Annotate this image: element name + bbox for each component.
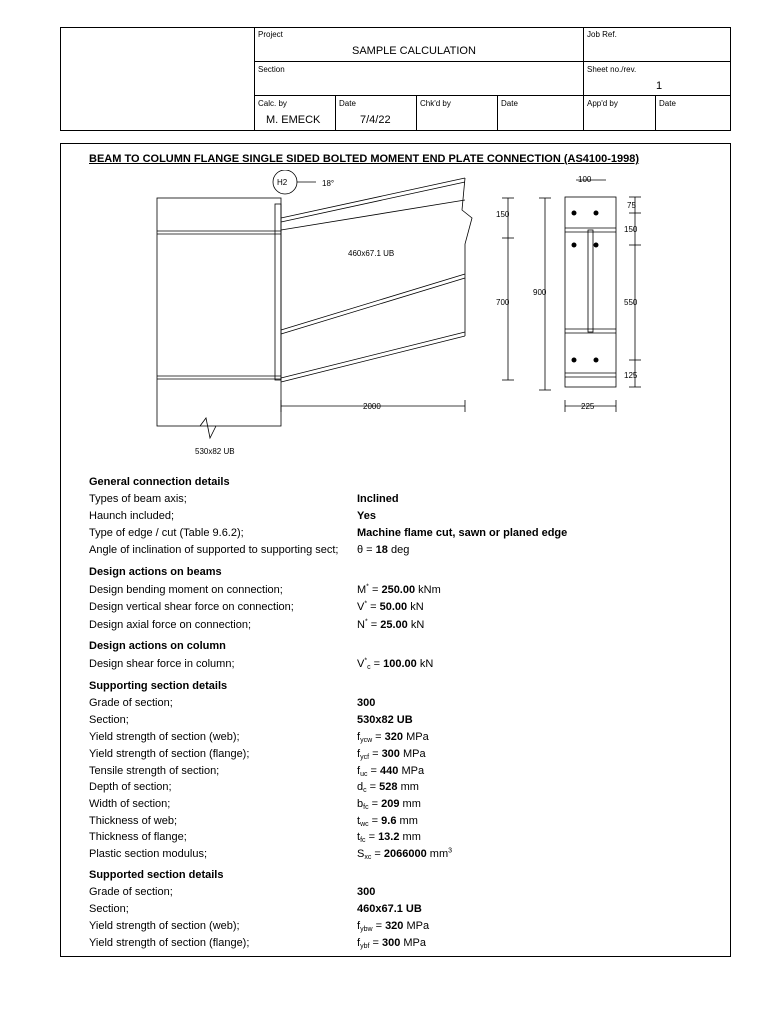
sup-fyw-label: Yield strength of section (web); xyxy=(89,731,240,743)
col-shear-value: $V^*_c = 100.00$ kN xyxy=(357,657,434,671)
project-label: Project xyxy=(258,30,283,39)
sup-tf-label: Thickness of flange; xyxy=(89,831,187,843)
appd-label: App'd by xyxy=(587,99,618,108)
spd-section-label: Section; xyxy=(89,903,129,915)
sup-grade-value: 300 xyxy=(357,697,376,709)
section-label: Section xyxy=(258,65,285,74)
calcby-value: M. EMECK xyxy=(266,114,321,126)
general-heading: General connection details xyxy=(89,476,230,488)
spd-fyf-value: $f_{ybf} = 300$ MPa xyxy=(357,937,426,950)
sup-section-value: 530x82 UB xyxy=(357,714,413,726)
jobref-label: Job Ref. xyxy=(587,30,617,39)
sup-fyf-label: Yield strength of section (flange); xyxy=(89,748,250,760)
project-value: SAMPLE CALCULATION xyxy=(352,45,476,57)
column-actions-heading: Design actions on column xyxy=(89,640,226,652)
spd-fyw-value: $f_{ybw} = 320$ MPa xyxy=(357,920,430,933)
haunch-value: Yes xyxy=(357,510,376,522)
sup-grade-label: Grade of section; xyxy=(89,697,173,709)
angle-row-value: θ = 18 deg xyxy=(357,544,410,556)
dim-900: 900 xyxy=(533,288,547,297)
spd-grade-label: Grade of section; xyxy=(89,886,173,898)
tag-label: H2 xyxy=(277,178,288,187)
beam-section-label: 460x67.1 UB xyxy=(348,249,395,258)
chkd-label: Chk'd by xyxy=(420,99,451,108)
sheet-value: 1 xyxy=(656,80,663,92)
dim-125: 125 xyxy=(624,371,638,380)
page-title: BEAM TO COLUMN FLANGE SINGLE SIDED BOLTED MOMENT END PLATE CONNECTION (AS4100-1998) xyxy=(89,153,640,165)
sup-section-label: Section; xyxy=(89,714,129,726)
angle-row-label: Angle of inclination of supported to supporting sect; xyxy=(89,544,339,556)
dim-75: 75 xyxy=(627,201,636,210)
date-label: Date xyxy=(339,99,356,108)
haunch-label: Haunch included; xyxy=(89,510,175,522)
moment-label: Design bending moment on connection; xyxy=(89,584,283,596)
shear-value: V* = 50.00 kN xyxy=(357,600,424,613)
beam-axis-value: Inclined xyxy=(357,493,399,505)
length-dim: 2000 xyxy=(363,402,381,411)
dim-550: 550 xyxy=(624,298,638,307)
beam-actions-heading: Design actions on beams xyxy=(89,566,222,578)
spd-fyf-label: Yield strength of section (flange); xyxy=(89,937,250,949)
axial-label: Design axial force on connection; xyxy=(89,619,252,631)
sup-depth-value: $d_c = 528$ mm xyxy=(357,781,419,794)
column-section-label: 530x82 UB xyxy=(195,447,235,456)
edge-value: Machine flame cut, sawn or planed edge xyxy=(357,527,568,539)
supported-heading: Supported section details xyxy=(89,869,224,881)
dim-225: 225 xyxy=(581,402,595,411)
edge-label: Type of edge / cut (Table 9.6.2); xyxy=(89,527,244,539)
sup-width-label: Width of section; xyxy=(89,798,171,810)
supporting-heading: Supporting section details xyxy=(89,680,228,692)
spd-section-value: 460x67.1 UB xyxy=(357,903,422,915)
column-outline xyxy=(157,198,281,426)
calcby-label: Calc. by xyxy=(258,99,287,108)
connection-drawing xyxy=(60,170,660,460)
sup-fyw-value: $f_{ycw} = 320$ MPa xyxy=(357,731,429,744)
axial-value: N* = 25.00 kN xyxy=(357,618,425,631)
sup-tw-value: $t_{wc} = 9.6$ mm xyxy=(357,815,418,828)
spd-grade-value: 300 xyxy=(357,886,376,898)
sup-tw-label: Thickness of web; xyxy=(89,815,178,827)
shear-label: Design vertical shear force on connection; xyxy=(89,601,294,613)
sup-s-label: Plastic section modulus; xyxy=(89,848,207,860)
sup-width-value: $b_{fc} = 209$ mm xyxy=(357,798,421,811)
dim-150b: 150 xyxy=(624,225,638,234)
date2-label: Date xyxy=(501,99,518,108)
sup-fyf-value: $f_{ycf} = 300$ MPa xyxy=(357,748,426,761)
sup-depth-label: Depth of section; xyxy=(89,781,172,793)
dim-700: 700 xyxy=(496,298,510,307)
sup-fu-label: Tensile strength of section; xyxy=(89,765,220,777)
moment-value: M* = 250.00 kNm xyxy=(357,583,441,596)
date3-label: Date xyxy=(659,99,676,108)
spd-fyw-label: Yield strength of section (web); xyxy=(89,920,240,932)
dim-150: 150 xyxy=(496,210,510,219)
angle-label: 18° xyxy=(322,179,335,188)
beam-axis-label: Types of beam axis; xyxy=(89,493,187,505)
sup-tf-value: $t_{fc} = 13.2$ mm xyxy=(357,831,421,844)
sup-s-value: $S_{xc} = 2066000$ $mm^3$ xyxy=(357,847,453,861)
sup-fu-value: $f_{uc} = 440$ MPa xyxy=(357,765,425,778)
date-value: 7/4/22 xyxy=(360,114,391,126)
dim-100: 100 xyxy=(578,175,592,184)
col-shear-label: Design shear force in column; xyxy=(89,658,235,670)
sheet-label: Sheet no./rev. xyxy=(587,65,637,74)
beam-top-flange xyxy=(281,178,465,218)
